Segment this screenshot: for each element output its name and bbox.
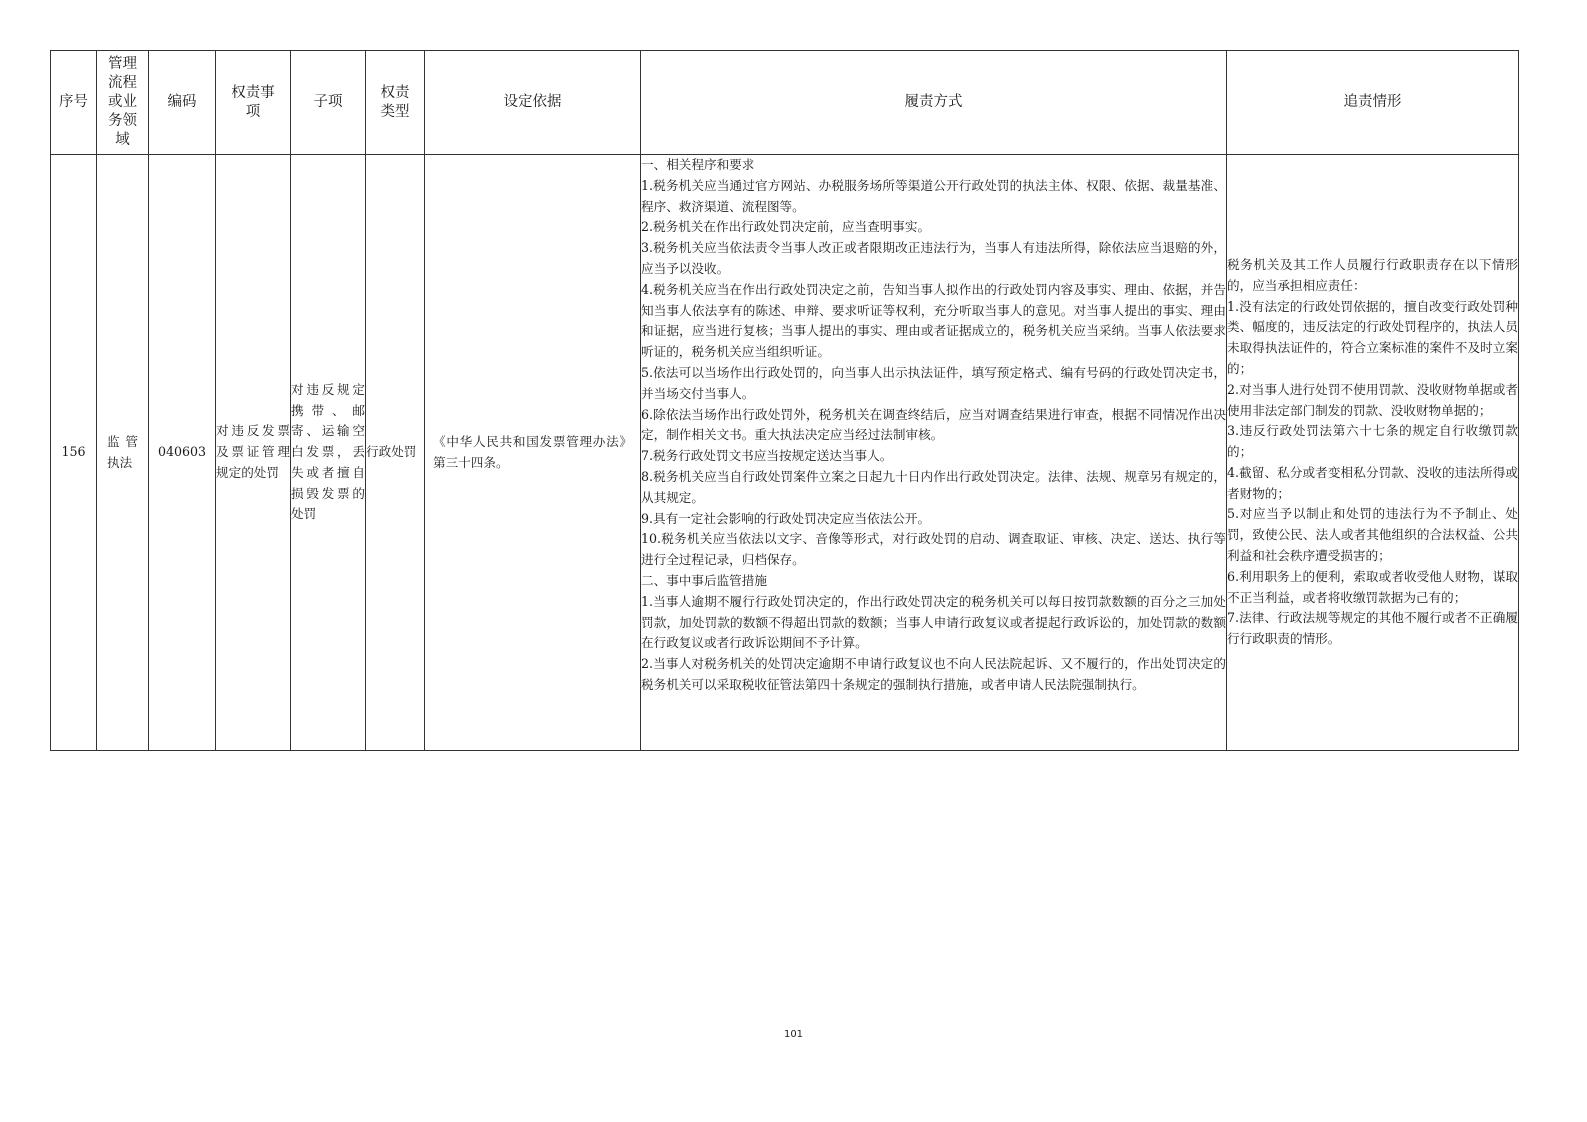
method-line: 1.当事人逾期不履行行政处罚决定的，作出行政处罚决定的税务机关可以每日按罚款数额的百分之三加处罚款，加处罚款的数额不得超出罚款的数额；当事人申请行政复议或者提起行政诉讼的，加处罚款的数额在行政复议或者行政诉讼期间不予计算。 bbox=[641, 593, 1226, 651]
cell-basis: 《中华人民共和国发票管理办法》第三十四条。 bbox=[425, 155, 641, 751]
accountability-line: 税务机关及其工作人员履行行政职责存在以下情形的，应当承担相应责任： bbox=[1227, 256, 1518, 293]
cell-item: 对违反发票及票证管理规定的处罚 bbox=[216, 155, 291, 751]
accountability-line: 3.违反行政处罚法第六十七条的规定自行收缴罚款的； bbox=[1227, 423, 1518, 460]
header-item: 权责事项 bbox=[216, 51, 291, 155]
method-line: 二、事中事后监管措施 bbox=[641, 572, 767, 588]
method-line: 8.税务机关应当自行政处罚案件立案之日起九十日内作出行政处罚决定。法律、法规、规章另有规定的，从其规定。 bbox=[641, 468, 1226, 505]
header-basis: 设定依据 bbox=[425, 51, 641, 155]
method-line: 2.当事人对税务机关的处罚决定逾期不申请行政复议也不向人民法院起诉、又不履行的，作出处罚决定的税务机关可以采取税收征管法第四十条规定的强制执行措施，或者申请人民法院强制执行。 bbox=[641, 656, 1226, 692]
method-line: 10.税务机关应当依法以文字、音像等形式，对行政处罚的启动、调查取证、审核、决定、送达、执行等进行全过程记录，归档保存。 bbox=[641, 531, 1226, 568]
cell-code: 040603 bbox=[149, 155, 216, 751]
accountability-line: 4.截留、私分或者变相私分罚款、没收的违法所得或者财物的； bbox=[1227, 464, 1518, 501]
header-accountability: 追责情形 bbox=[1227, 51, 1519, 155]
method-line: 2.税务机关在作出行政处罚决定前，应当查明事实。 bbox=[641, 219, 931, 235]
method-line: 7.税务行政处罚文书应当按规定送达当事人。 bbox=[641, 448, 893, 464]
cell-seq: 156 bbox=[51, 155, 97, 751]
method-line: 1.税务机关应当通过官方网站、办税服务场所等渠道公开行政处罚的执法主体、权限、依据、裁量基准、程序、救济渠道、流程图等。 bbox=[641, 177, 1226, 214]
method-line: 6.除依法当场作出行政处罚外，税务机关在调查终结后，应当对调查结果进行审查，根据不同情况作出决定，制作相关文书。重大执法决定应当经过法制审核。 bbox=[641, 406, 1226, 443]
method-line: 4.税务机关应当在作出行政处罚决定之前，告知当事人拟作出的行政处罚内容及事实、理由、依据，并告知当事人依法享有的陈述、申辩、要求听证等权利，充分听取当事人的意见。对当事人提出的事实、理由和证据，应当进行复核；当事人提出的事实、理由或者证据成立的，税务机关应当采纳。当事人依法要求听证的，税务机关应当组织听证。 bbox=[641, 281, 1226, 360]
cell-subitem: 对违反规定携带、邮寄、运输空白发票，丢失或者擅自损毁发票的处罚 bbox=[291, 155, 366, 751]
cell-accountability bbox=[1227, 155, 1519, 751]
method-line: 5.依法可以当场作出行政处罚的，向当事人出示执法证件，填写预定格式、编有号码的行政处罚决定书，并当场交付当事人。 bbox=[641, 364, 1226, 401]
table-header-row bbox=[51, 51, 1519, 155]
page-number: 101 bbox=[783, 1029, 804, 1040]
method-line: 一、相关程序和要求 bbox=[641, 157, 755, 172]
cell-type: 行政处罚 bbox=[366, 155, 425, 751]
header-code: 编码 bbox=[149, 51, 216, 155]
method-line: 3.税务机关应当依法责令当事人改正或者限期改正违法行为，当事人有违法所得，除依法应当退赔的外，应当予以没收。 bbox=[641, 240, 1226, 276]
accountability-line: 5.对应当予以制止和处罚的违法行为不予制止、处罚，致使公民、法人或者其他组织的合法权益、公共利益和社会秩序遭受损害的； bbox=[1227, 506, 1518, 564]
header-type: 权责类型 bbox=[366, 51, 425, 155]
accountability-line: 6.利用职务上的便利，索取或者收受他人财物，谋取不正当利益，或者将收缴罚款据为己有的； bbox=[1227, 568, 1518, 605]
accountability-line: 7.法律、行政法规等规定的其他不履行或者不正确履行行政职责的情形。 bbox=[1227, 610, 1518, 647]
header-domain: 管理流程或业务领域 bbox=[97, 51, 149, 155]
accountability-line: 1.没有法定的行政处罚依据的，擅自改变行政处罚种类、幅度的，违反法定的行政处罚程序的，执法人员未取得执法证件的，符合立案标准的案件不及时立案的； bbox=[1227, 298, 1518, 376]
cell-method bbox=[641, 155, 1227, 751]
header-seq: 序号 bbox=[51, 51, 97, 155]
cell-domain: 监管执法 bbox=[97, 155, 149, 751]
accountability-line: 2.对当事人进行处罚不使用罚款、没收财物单据或者使用非法定部门制发的罚款、没收财物单据的； bbox=[1227, 381, 1518, 418]
table-row bbox=[51, 155, 1519, 751]
header-subitem: 子项 bbox=[291, 51, 366, 155]
duty-table bbox=[50, 50, 1519, 751]
header-method: 履责方式 bbox=[641, 51, 1227, 155]
method-line: 9.具有一定社会影响的行政处罚决定应当依法公开。 bbox=[641, 510, 931, 526]
